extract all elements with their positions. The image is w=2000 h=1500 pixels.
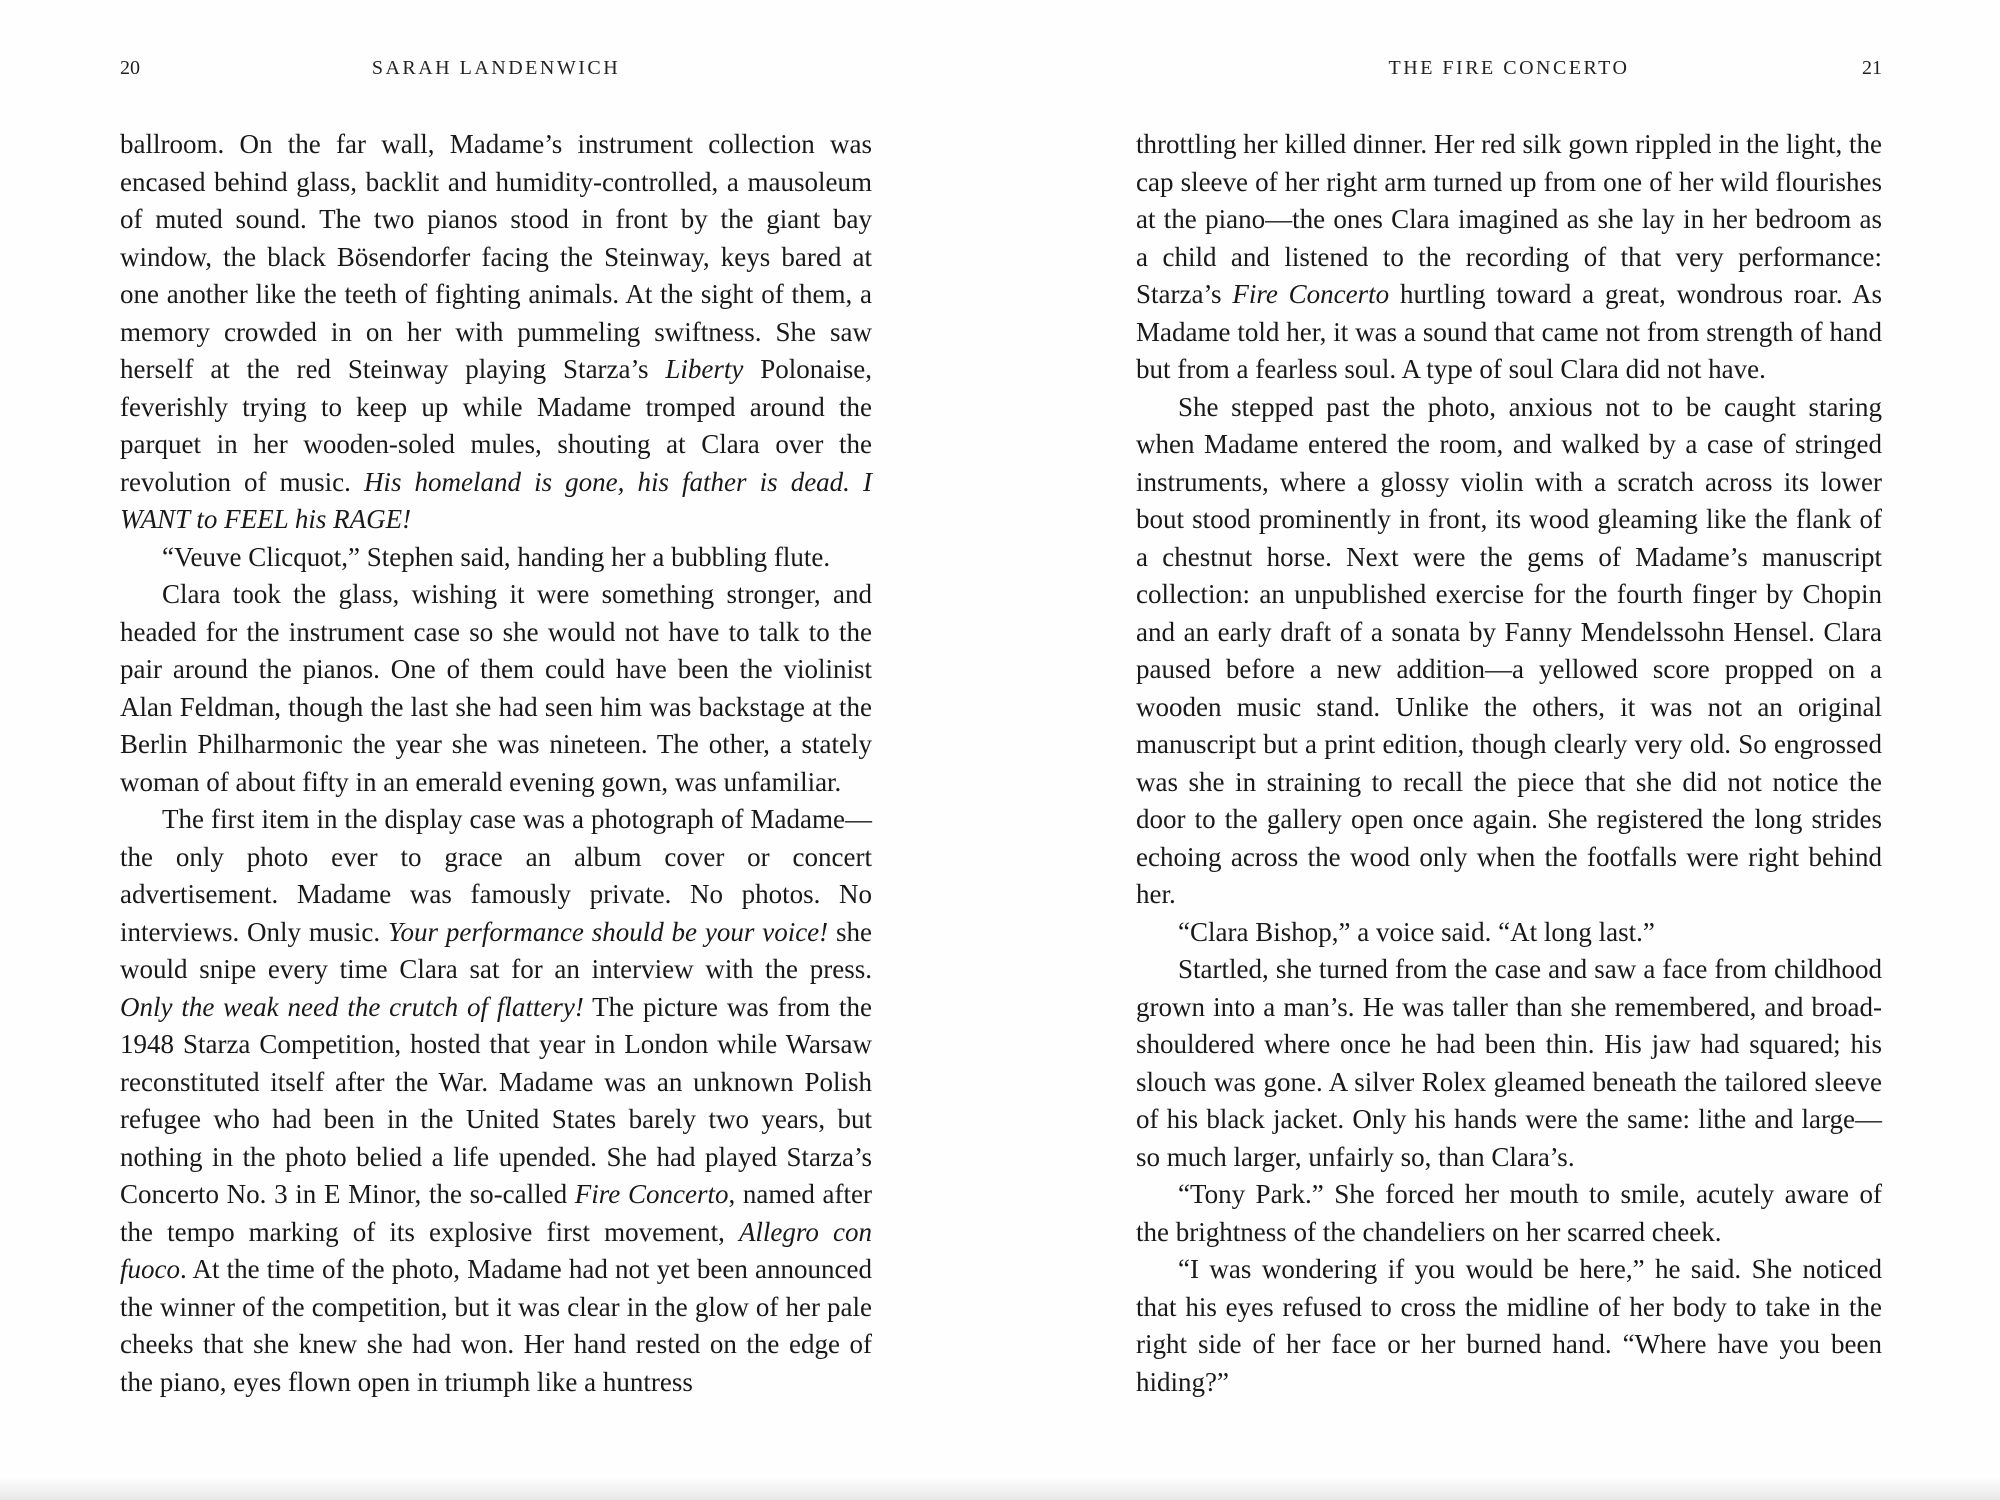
paragraph: “I was wondering if you would be here,” he said. She noticed that his eyes refused to cross the midline of her body to take in the right side of her face or her burned hand. “Where have you been hiding?” [1136,1254,1882,1397]
left-page-header [120,57,872,83]
paragraph: Clara took the glass, wishing it were something stronger, and headed for the instrument case so she would not have to talk to the pair around the pianos. One of them could have been the violinist Alan Feldman, though the last she had seen him was backstage at the Berlin Philharmonic the year she was nineteen. The other, a stately woman of about fifty in an emerald evening gown, was unfamiliar. [120,579,872,797]
left-page-text [120,126,872,1401]
paragraph: ballroom. On the far wall, Madame’s instrument collection was encased behind glass, backlit and humidity-controlled, a mausoleum of muted sound. The two pianos stood in front by the giant bay window, the black Bösendorfer facing the Steinway, keys bared at one another like the teeth of fighting animals. At the sight of them, a memory crowded in on her with pummeling swiftness. She saw herself at the red Steinway playing Starza’s Liberty Polonaise, feverishly trying to keep up while Madame tromped around the parquet in her wooden-soled mules, shouting at Clara over the revolution of music. His homeland is gone, his father is dead. I WANT to FEEL his RAGE! [120,129,872,534]
paragraph: “Veuve Clicquot,” Stephen said, handing her a bubbling flute. [162,541,831,572]
paragraph: Startled, she turned from the case and saw a face from childhood grown into a man’s. He was taller than she remembered, and broad-shouldered where once he had been thin. His jaw had squared; his slouch was gone. A silver Rolex gleamed beneath the tailored sleeve of his black jacket. Only his hands were the same: lithe and large—so much larger, unfairly so, than Clara’s. [1136,954,1882,1172]
paragraph: “Tony Park.” She forced her mouth to smile, acutely aware of the brightness of the chandeliers on her scarred cheek. [1136,1179,1882,1247]
right-page-header [1136,57,1882,83]
page-number-right: 21 [1862,57,1882,79]
paragraph: She stepped past the photo, anxious not to be caught staring when Madame entered the room, and walked by a case of stringed instruments, where a glossy violin with a scratch across its lower bout stood prominently in front, its wood gleaming like the flank of a chestnut horse. Next were the gems of Madame’s manuscript collection: an unpublished exercise for the fourth finger by Chopin and an early draft of a sonata by Fanny Mendelssohn Hensel. Clara paused before a new addition—a yellowed score propped on a wooden music stand. Unlike the others, it was not an original manuscript but a print edition, though clearly very old. So engrossed was she in straining to recall the piece that she did not notice the door to the gallery open once again. She registered the long strides echoing across the wood only when the footfalls were right behind her. [1136,391,1882,909]
paragraph: throttling her killed dinner. Her red silk gown rippled in the light, the cap sleeve of her right arm turned up from one of her wild flourishes at the piano—the ones Clara imagined as she lay in her bedroom as a child and listened to the recording of that very performance: Starza’s Fire Concerto hurtling toward a great, wondrous roar. As Madame told her, it was a sound that came not from strength of hand but from a fearless soul. A type of soul Clara did not have. [1136,129,1883,384]
running-head-title: THE FIRE CONCERTO [1388,57,1630,79]
left-page [120,0,872,1500]
paragraph: “Clara Bishop,” a voice said. “At long last.” [1178,916,1655,947]
page-number-left: 20 [120,57,140,79]
running-head-author: SARAH LANDENWICH [371,57,621,79]
right-page [1136,0,1882,1500]
right-page-text [1136,126,1882,1401]
paragraph: The first item in the display case was a photograph of Madame—the only photo ever to grace an album cover or concert advertisement. Madame was famously private. No photos. No interviews. Only music. Your performance should be your voice! she would snipe every time Clara sat for an interview with the press. Only the weak need the crutch of flattery! The picture was from the 1948 Starza Competition, hosted that year in London while Warsaw reconstituted itself after the War. Madame was an unknown Polish refugee who had been in the United States barely two years, but nothing in the photo belied a life upended. She had played Starza’s Concerto No. 3 in E Minor, the so-called Fire Concerto, named after the tempo marking of its explosive first movement, Allegro con fuoco. At the time of the photo, Madame had not yet been announced the winner of the competition, but it was clear in the glow of her pale cheeks that she knew she had won. Her hand rested on the edge of the piano, eyes flown open in triumph like a huntress [120,804,873,1397]
